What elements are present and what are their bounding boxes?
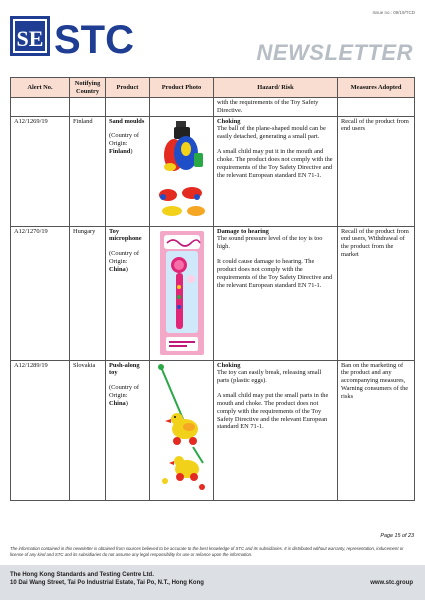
alerts-table [10,77,415,501]
product-photo-cell [150,360,214,500]
hazard-consequence: It could cause damage to hearing. The product does not comply with the requirements of the Toy Safety Directive and the relevant European standard EN 71-1. [217,258,333,289]
table-row [11,360,415,500]
website-link[interactable]: www.stc.group [370,580,413,586]
hazard-title: Choking [217,117,241,125]
push-along-toy-photo [153,363,211,497]
newsletter-title: NEWSLETTER [256,40,413,65]
logo-text: STC [54,18,134,60]
header-notifying-country: Notifying Country [70,78,106,98]
disclaimer: The information contained in this newsletter is obtained from sources believed to be accurate to the best knowledge of STC and its subsidiaries. It is distributed without warranty, representation, inducement or license of any kind and STC and its subsidiaries do not assume any legal responsibility for use or reliance upon the information. [10,546,404,557]
header-alert-no: Alert No. [11,78,70,98]
product-name: Toy microphone [109,227,142,243]
table-row-continuation [11,98,415,117]
hazard-consequence: A small child may put the small parts in the mouth and choke. The product does not comply with the requirements of the Toy Safety Directive and the relevant European standard EN 71-1. [217,392,329,431]
hazard-cell [214,116,338,226]
toy-microphone-photo [158,229,206,357]
hazard-description: The ball of the plane-shaped mould can be easily detached, generating a small part. [217,125,326,141]
page-number: Page 15 of 23 [380,533,414,539]
measures-adopted: Recall of the product from end users [338,116,415,226]
notifying-country: Slovakia [70,360,106,500]
product-name: Sand moulds [109,117,145,125]
table-header-row [11,78,415,98]
hazard-description: The toy can easily break, releasing small parts (plastic eggs). [217,369,322,385]
hazard-cell [214,226,338,360]
hazard-cell [214,360,338,500]
footer-bar [0,565,425,600]
origin-label: (Country of Origin: [109,250,139,266]
continuation-text: with the requirements of the Toy Safety Directive. [214,98,338,117]
origin-value: China [109,265,126,273]
origin-value: Finland [109,148,131,156]
product-photo-cell [150,226,214,360]
stc-logo [10,14,140,60]
measures-adopted: Ban on the marketing of the product and any accompanying measures, Warning consumers of the risks [338,360,415,500]
notifying-country: Finland [70,116,106,226]
alert-no: A12/1270/19 [11,226,70,360]
table-row [11,226,415,360]
alert-no: A12/1289/19 [11,360,70,500]
hazard-title: Damage to hearing [217,227,269,235]
product-photo-cell [150,116,214,226]
origin-label: (Country of Origin: [109,384,139,400]
table-row [11,116,415,226]
company-address: 10 Dai Wang Street, Tai Po Industrial Estate, Tai Po, N.T., Hong Kong [10,580,204,586]
product-name: Push-along toy [109,361,140,377]
measures-adopted: Recall of the product from end users, Withdrawal of the product from the market [338,226,415,360]
alert-no: A12/1269/19 [11,116,70,226]
notifying-country: Hungary [70,226,106,360]
hazard-description: The sound pressure level of the toy is too high. [217,235,323,251]
header-product-photo: Product Photo [150,78,214,98]
header-hazard-risk: Hazard/ Risk [214,78,338,98]
product-cell: Sand moulds (Country of Origin: Finland) [106,116,150,226]
company-name: The Hong Kong Standards and Testing Centre Ltd. [10,572,154,578]
header-product: Product [106,78,150,98]
product-cell: Push-along toy (Country of Origin: China) [106,360,150,500]
header-measures-adopted: Measures Adopted [338,78,415,98]
hazard-title: Choking [217,361,241,369]
origin-label: (Country of Origin: [109,132,139,148]
product-cell: Toy microphone (Country of Origin: China) [106,226,150,360]
origin-value: China [109,399,126,407]
hazard-consequence: A small child may put it in the mouth and choke. The product does not comply with the requirements of the Toy Safety Directive and the relevant European standard EN 71-1. [217,148,333,179]
sand-moulds-photo [152,119,212,223]
svg-text:SE: SE [16,26,44,51]
issue-number: Issue no.: 09/19/TCD [372,10,415,15]
